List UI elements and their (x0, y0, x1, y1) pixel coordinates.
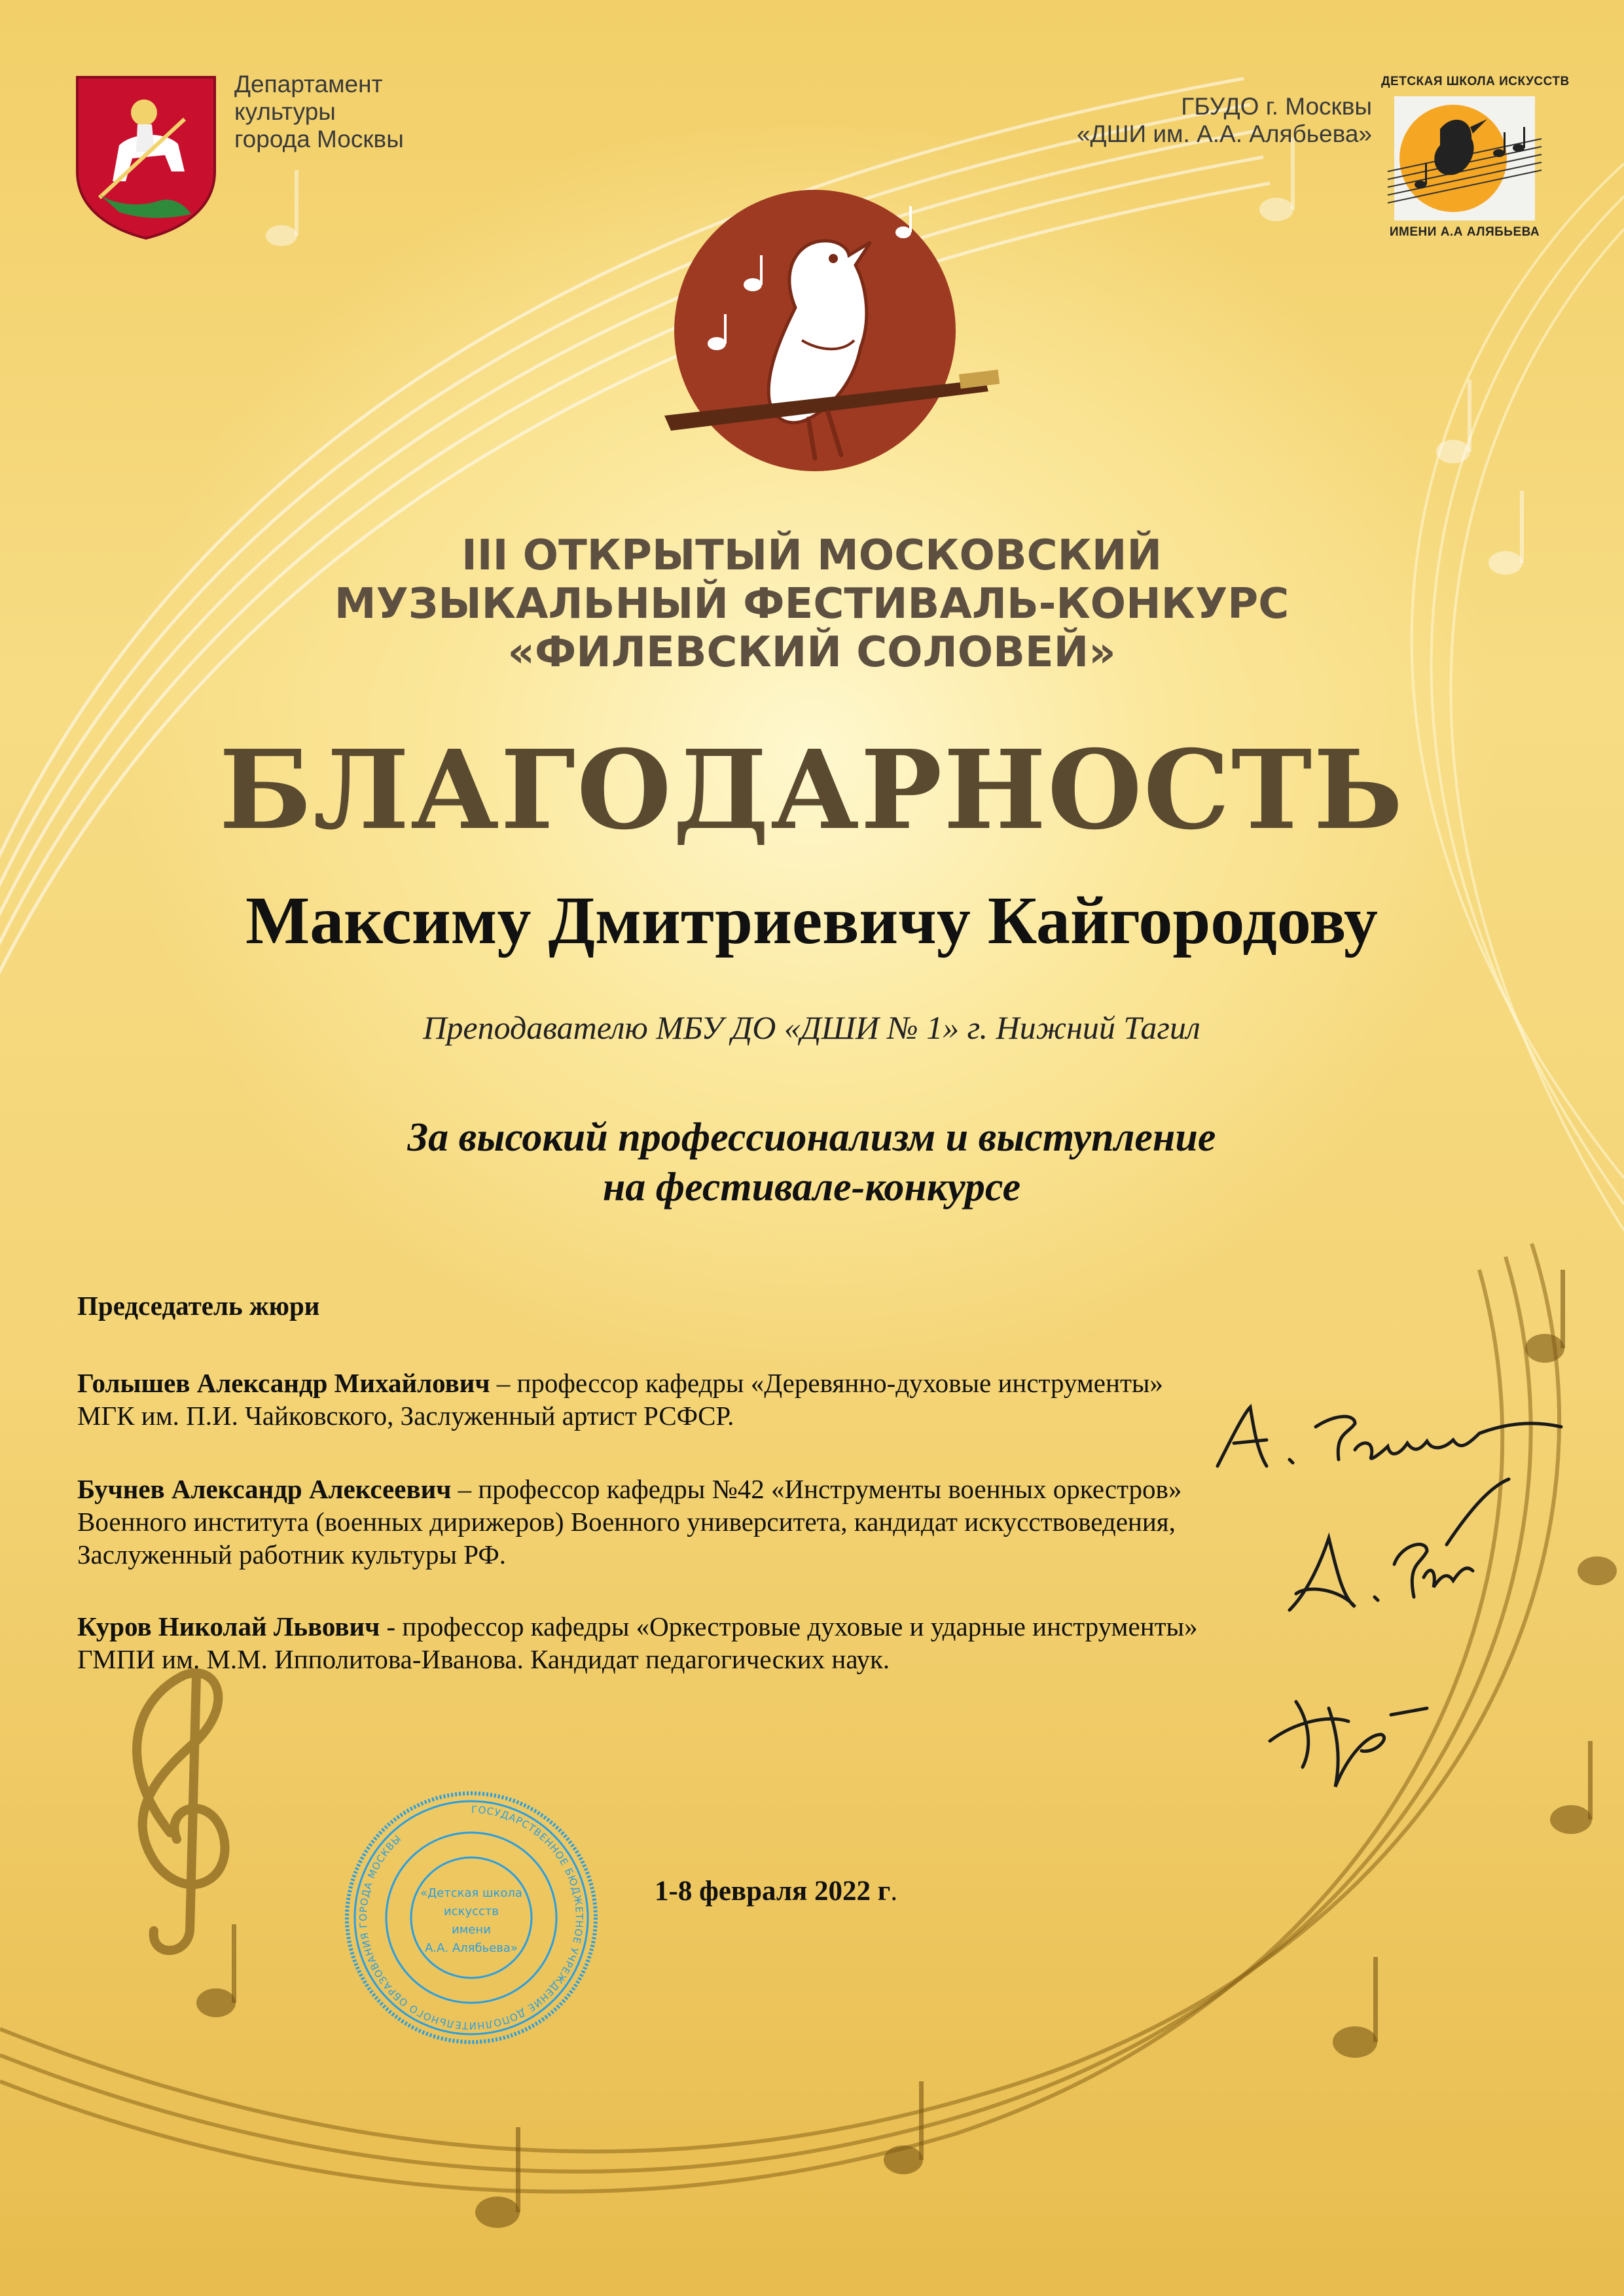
signature-buchnev-icon (1283, 1466, 1519, 1630)
jury-member-1-title: – профессор кафедры «Деревянно-духовые инструменты» (490, 1368, 1163, 1398)
school-seal-icon (340, 1787, 602, 2049)
school-logo-top-text: ДЕТСКАЯ ШКОЛА ИСКУССТВ (1381, 75, 1570, 88)
department-line-1: Департамент (234, 71, 383, 98)
award-title: БЛАГОДАРНОСТЬ (219, 726, 1405, 854)
jury-member-1-name: Голышев Александр Михайлович (77, 1368, 490, 1398)
jury-member-1 (77, 1367, 1386, 1432)
seal-ring-text: ГОСУДАРСТВЕННОЕ БЮДЖЕТНОЕ УЧРЕЖДЕНИЕ ДОПОЛНИТЕЛЬНОГО ОБРАЗОВАНИЯ ГОРОДА МОСКВЫ (357, 1803, 585, 2032)
moscow-coat-of-arms-icon (73, 73, 219, 241)
school-bird-icon (1381, 93, 1548, 224)
jury-member-3-name: Куров Николай Львович (77, 1611, 380, 1641)
signature-kurov-icon (1257, 1676, 1453, 1793)
seal-center-line-1: «Детская школа (420, 1886, 522, 1900)
school-name (1005, 93, 1372, 148)
department-name (234, 71, 444, 153)
festival-title (223, 531, 1401, 677)
festival-line-3: «ФИЛЕВСКИЙ СОЛОВЕЙ» (507, 628, 1116, 677)
jury-member-2-line-2: Военного института (военных дирижеров) Военного университета, кандидат искусствоведения, (77, 1507, 1176, 1537)
jury-member-2-title: – профессор кафедры №42 «Инструменты военных оркестров» (451, 1474, 1182, 1504)
festival-line-1: III ОТКРЫТЫЙ МОСКОВСКИЙ (461, 531, 1163, 580)
jury-section (77, 1289, 1386, 1674)
department-line-3: города Москвы (234, 126, 404, 152)
department-line-2: культуры (234, 98, 336, 125)
reason-line-2: на фестивале-конкурсе (602, 1165, 1021, 1210)
school-logo (1381, 73, 1570, 245)
jury-member-3-title: - профессор кафедры «Оркестровые духовые и ударные инструменты» (380, 1611, 1198, 1641)
seal-center-line-3: имени (452, 1923, 491, 1937)
school-logo-bottom-text: ИМЕНИ А.А АЛЯБЬЕВА (1389, 225, 1540, 239)
jury-member-1-line-2: МГК им. П.И. Чайковского, Заслуженный артист РСФСР. (77, 1401, 734, 1431)
school-line-2: «ДШИ им. А.А. Алябьева» (1076, 120, 1372, 147)
event-date-value: 1-8 февраля 2022 г (655, 1876, 891, 1907)
jury-title: Председатель жюри (77, 1291, 320, 1321)
reason-line-1: За высокий профессионализм и выступление (407, 1115, 1216, 1160)
jury-member-2-name: Бучнев Александр Алексеевич (77, 1474, 452, 1504)
seal-center-line-4: А.А. Алябьева» (425, 1941, 518, 1955)
award-reason (157, 1113, 1466, 1212)
jury-member-3-line-2: ГМПИ им. М.М. Ипполитова-Иванова. Кандидат педагогических наук. (77, 1644, 890, 1674)
event-date-tail: . (890, 1876, 898, 1907)
jury-member-3 (77, 1610, 1386, 1676)
event-date (655, 1875, 982, 1908)
jury-member-2-line-3: Заслуженный работник культуры РФ. (77, 1539, 506, 1570)
jury-member-2 (77, 1473, 1386, 1571)
nightingale-emblem-icon (645, 183, 1011, 504)
recipient-position: Преподавателю МБУ ДО «ДШИ № 1» г. Нижний Тагил (423, 1009, 1200, 1046)
seal-center-line-2: искусств (443, 1905, 499, 1918)
recipient-name: Максиму Дмитриевичу Кайгородову (245, 883, 1378, 958)
festival-line-2: МУЗЫКАЛЬНЫЙ ФЕСТИВАЛЬ-КОНКУРС (334, 580, 1290, 628)
school-line-1: ГБУДО г. Москвы (1181, 93, 1372, 120)
